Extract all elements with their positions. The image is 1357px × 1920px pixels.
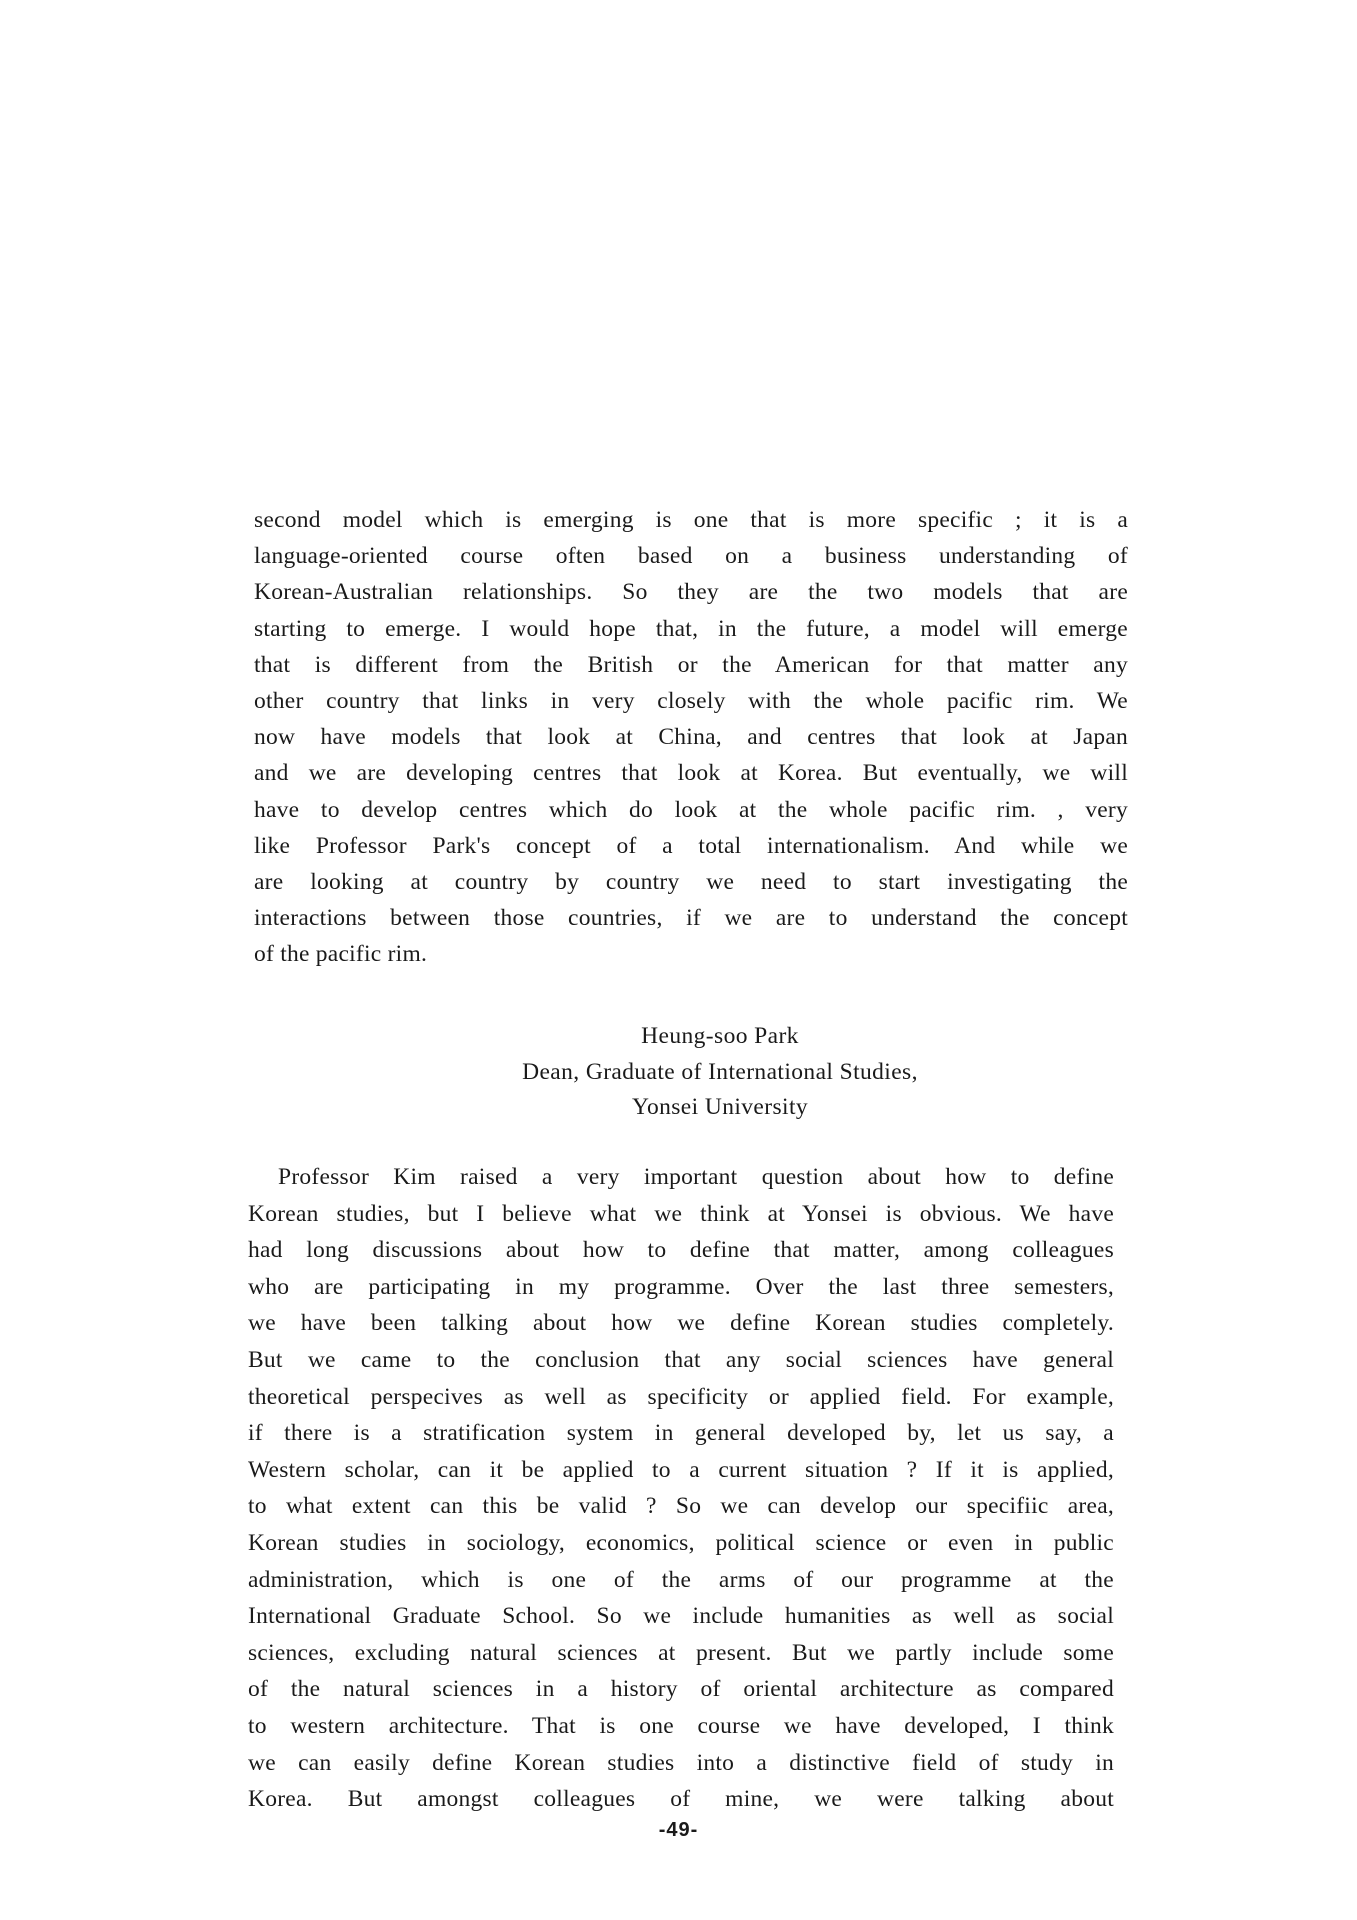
text-line: starting to emerge. I would hope that, in the future, a model will emerge <box>254 615 1128 642</box>
text-line: Western scholar, can it be applied to a current situation ? If it is applied, <box>248 1456 1114 1483</box>
text-line: theoretical perspecives as well as specificity or applied field. For example, <box>248 1383 1114 1410</box>
text-line: now have models that look at China, and centres that look at Japan <box>254 724 1128 751</box>
text-line: sciences, excluding natural sciences at present. But we partly include some <box>248 1639 1114 1666</box>
text-line: Professor Kim raised a very important question about how to define <box>278 1164 1114 1190</box>
speaker-attribution <box>254 1019 1128 1126</box>
text-line: if there is a stratification system in general developed by, let us say, a <box>248 1420 1114 1447</box>
text-line: Korean studies in sociology, economics, political science or even in public <box>248 1529 1114 1556</box>
text-line: like Professor Park's concept of a total internationalism. And while we <box>254 832 1128 859</box>
speaker-title: Dean, Graduate of International Studies, <box>522 1058 918 1085</box>
text-line: International Graduate School. So we include humanities as well as social <box>248 1603 1114 1630</box>
text-line: interactions between those countries, if we are to understand the concept <box>254 905 1128 932</box>
speaker-name: Heung-soo Park <box>641 1023 799 1049</box>
text-line: are looking at country by country we need to start investigating the <box>254 869 1128 896</box>
text-line: and we are developing centres that look at Korea. But eventually, we will <box>254 760 1128 787</box>
text-line: second model which is emerging is one that is more specific ; it is a <box>254 507 1128 533</box>
text-line: to what extent can this be valid ? So we can develop our specifiic area, <box>248 1493 1114 1520</box>
text-line: administration, which is one of the arms of our programme at the <box>248 1566 1114 1593</box>
text-line: we can easily define Korean studies into a distinctive field of study in <box>248 1749 1114 1776</box>
text-line: have to develop centres which do look at the whole pacific rim. , very <box>254 796 1128 823</box>
text-line: had long discussions about how to define that matter, among colleagues <box>248 1237 1114 1264</box>
continuation-paragraph <box>254 502 1128 973</box>
text-line: Korean-Australian relationships. So they are the two models that are <box>254 579 1128 606</box>
text-line: Korea. But amongst colleagues of mine, we were talking about <box>248 1786 1114 1813</box>
text-line: of the natural sciences in a history of oriental architecture as compared <box>248 1676 1114 1703</box>
speaker-paragraph <box>248 1159 1114 1818</box>
text-line: But we came to the conclusion that any social sciences have general <box>248 1346 1114 1373</box>
page-number: -49- <box>658 1819 699 1841</box>
speaker-institution: Yonsei University <box>631 1094 809 1120</box>
text-line: we have been talking about how we define Korean studies completely. <box>248 1310 1114 1337</box>
text-line: Korean studies, but I believe what we think at Yonsei is obvious. We have <box>248 1200 1114 1227</box>
text-line: who are participating in my programme. Over the last three semesters, <box>248 1273 1114 1300</box>
text-line: of the pacific rim. <box>254 941 428 968</box>
text-line: language-oriented course often based on a business understanding of <box>254 543 1128 570</box>
text-line: that is different from the British or the American for that matter any <box>254 651 1128 678</box>
text-line: to western architecture. That is one course we have developed, I think <box>248 1712 1114 1739</box>
text-line: other country that links in very closely with the whole pacific rim. We <box>254 688 1128 715</box>
